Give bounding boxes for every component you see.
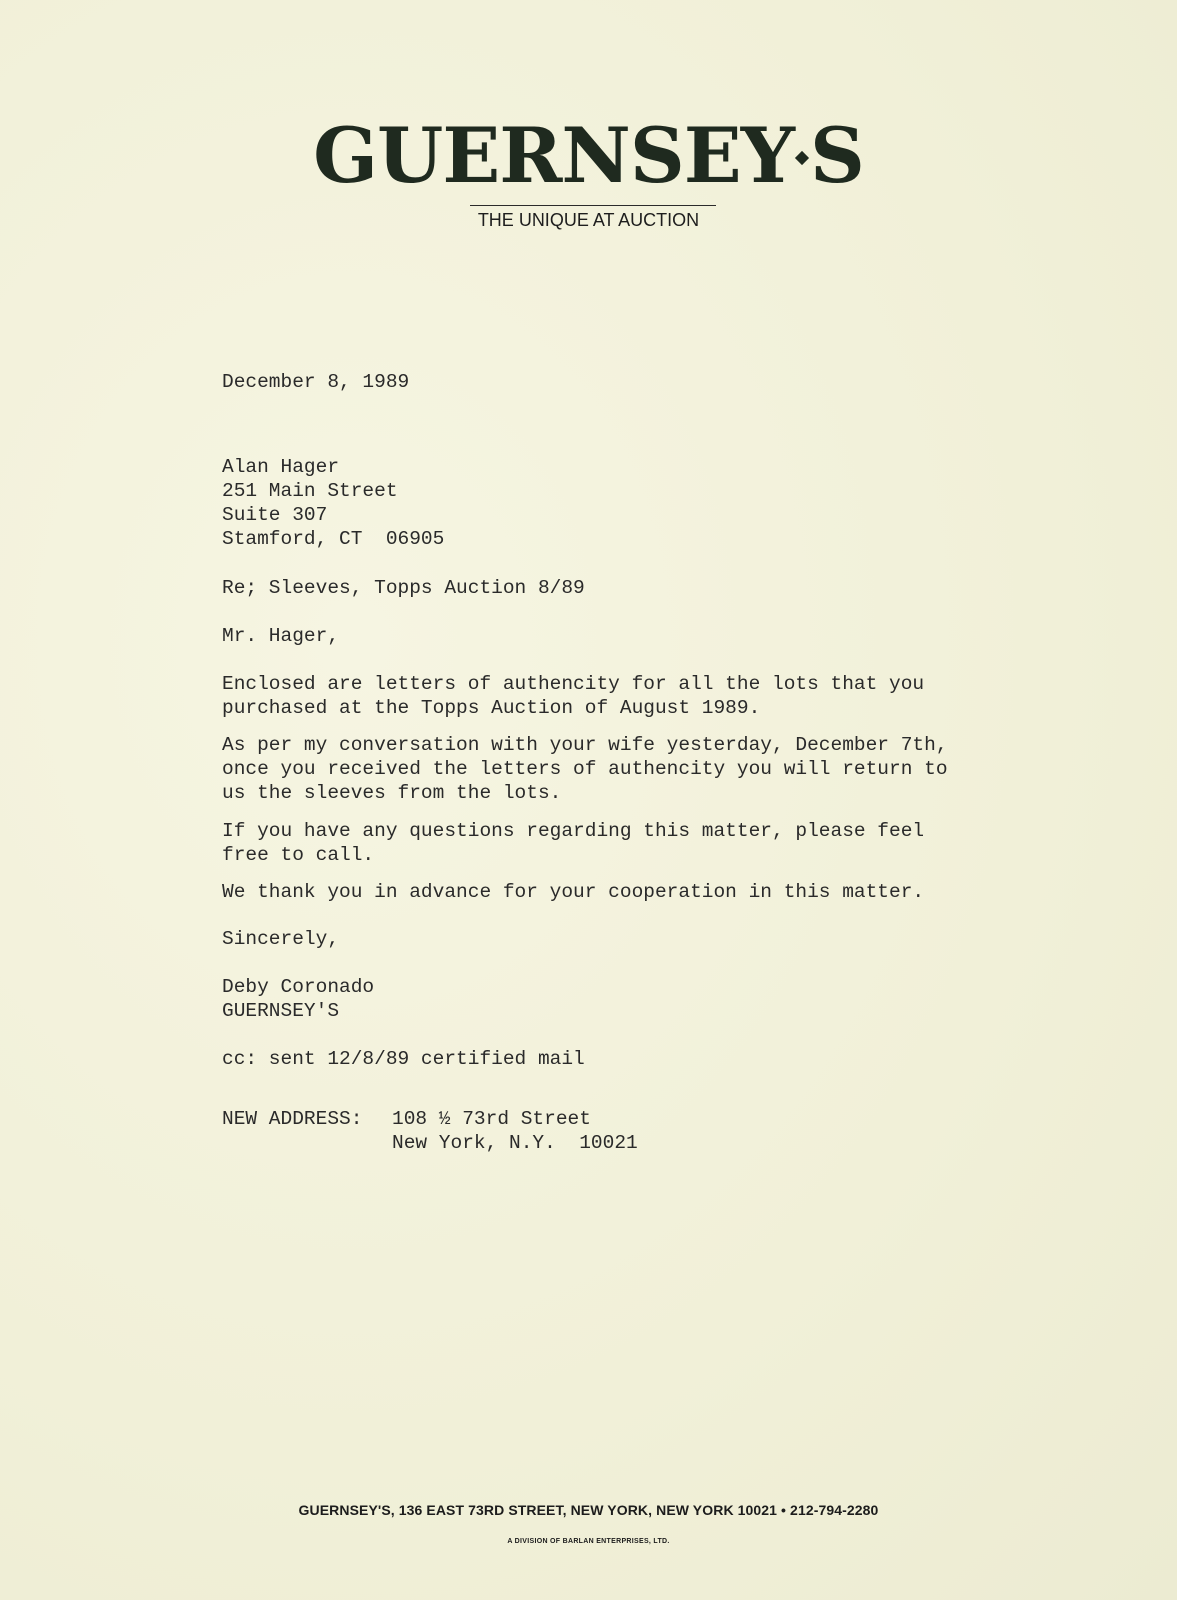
paragraph-3-line-2: free to call. [222, 844, 375, 866]
paragraph-2-line-3: us the sleeves from the lots. [222, 782, 562, 804]
tagline: THE UNIQUE AT AUCTION [477, 210, 700, 230]
letter-date: December 8, 1989 [222, 371, 410, 393]
footer-address: GUERNSEY'S, 136 EAST 73RD STREET, NEW YORK, NEW YORK 10021 • 212-794-2280 [298, 1502, 879, 1518]
recipient-suite: Suite 307 [222, 504, 328, 526]
paragraph-1-line-1: Enclosed are letters of authencity for all the lots that you [222, 673, 925, 695]
recipient-street: 251 Main Street [222, 480, 398, 502]
brand-logo: GUERNSEY S [313, 111, 864, 200]
paragraph-2-line-2: once you received the letters of authencity you will return to [222, 758, 948, 780]
diamond-icon [795, 151, 809, 165]
cc-line: cc: sent 12/8/89 certified mail [222, 1048, 585, 1070]
closing: Sincerely, [222, 928, 340, 950]
new-address-line-1: 108 ½ 73rd Street [392, 1108, 591, 1130]
paragraph-4-line-1: We thank you in advance for your cooperation in this matter. [222, 881, 925, 903]
signer-name: Deby Coronado [222, 976, 375, 998]
salutation: Mr. Hager, [222, 625, 340, 647]
recipient-city: Stamford, CT 06905 [222, 528, 445, 550]
paragraph-3-line-1: If you have any questions regarding this matter, please feel [222, 820, 925, 842]
signer-company: GUERNSEY'S [222, 1000, 340, 1022]
subject-line: Re; Sleeves, Topps Auction 8/89 [222, 577, 585, 599]
new-address-label: NEW ADDRESS: [222, 1108, 363, 1130]
footer-division: A DIVISION OF BARLAN ENTERPRISES, LTD. [507, 1538, 670, 1545]
logo-divider [470, 205, 716, 206]
new-address-line-2: New York, N.Y. 10021 [392, 1132, 638, 1154]
recipient-name: Alan Hager [222, 456, 340, 478]
paragraph-2-line-1: As per my conversation with your wife yesterday, December 7th, [222, 734, 948, 756]
paragraph-1-line-2: purchased at the Topps Auction of August 1989. [222, 697, 761, 719]
